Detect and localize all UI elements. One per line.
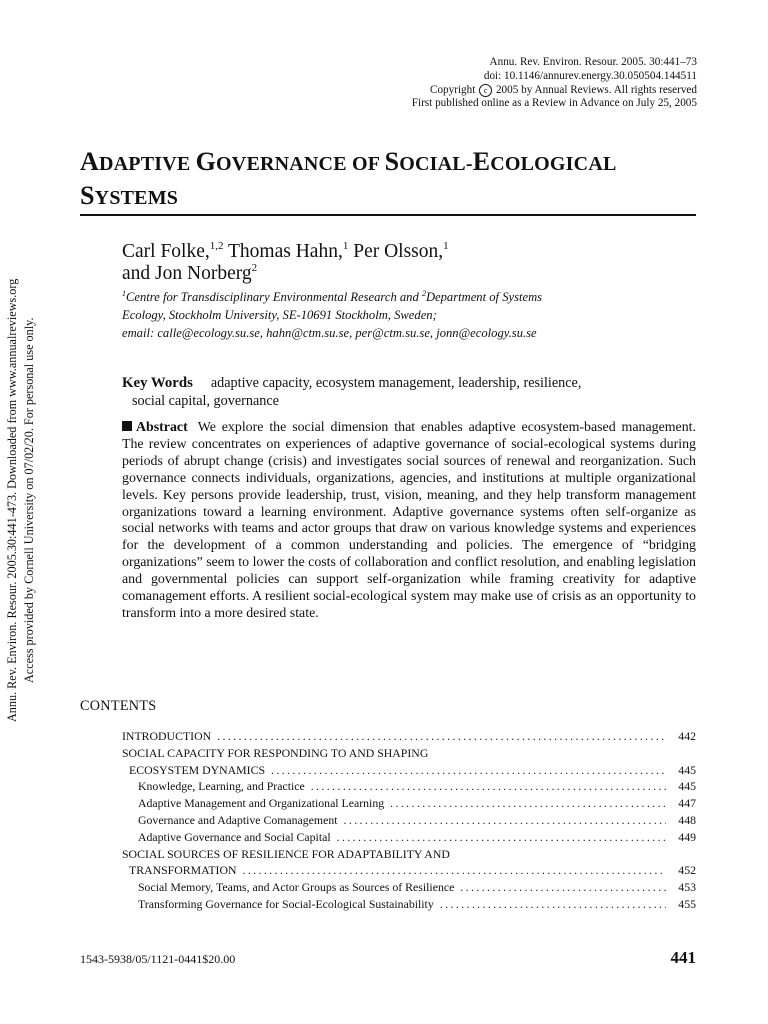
affil-text: Centre for Transdisciplinary Environmental Research and — [126, 290, 422, 304]
author-line-1 — [122, 241, 682, 263]
affiliations — [122, 288, 712, 343]
keywords-line-2: social capital, governance — [132, 392, 279, 409]
download-notice-line-1: Annu. Rev. Environ. Resour. 2005.30:441-473. Downloaded from www.annualreviews.org — [5, 278, 19, 722]
copyright-icon: c — [479, 84, 492, 97]
title-rule — [80, 214, 696, 216]
contents-heading: CONTENTS — [80, 698, 157, 714]
copyright-suffix: 2005 by Annual Reviews. All rights reserved — [495, 83, 697, 96]
toc-entry[interactable] — [122, 778, 696, 795]
toc-entry-title: Adaptive Governance and Social Capital — [138, 829, 331, 844]
title-smallcaps: DAPTIVE — [98, 153, 196, 175]
toc-leader — [460, 879, 666, 896]
toc-leader — [440, 896, 666, 913]
toc-entry-title: Adaptive Management and Organizational Learning — [138, 796, 385, 811]
toc-entry-title: TRANSFORMATION — [129, 863, 237, 878]
toc-entry-page: 449 — [678, 829, 696, 844]
toc-entry-title: INTRODUCTION — [122, 729, 212, 743]
toc-leader — [271, 762, 666, 779]
author-list — [122, 241, 682, 285]
toc-entry-page: 442 — [678, 729, 696, 743]
toc-entry-title: ECOSYSTEM DYNAMICS — [129, 762, 266, 777]
toc-entry-page: 453 — [678, 880, 696, 895]
download-notice-line-2: Access provided by Cornell University on 07/02/20. For personal use only. — [22, 317, 36, 683]
page-number: 441 — [670, 948, 696, 967]
title-smallcaps: OVERNANCE OF — [216, 153, 385, 175]
affil-sup: 1 — [122, 289, 126, 298]
email-line[interactable]: email: calle@ecology.su.se, hahn@ctm.su.se, per@ctm.su.se, jonn@ecology.su.se — [122, 326, 537, 341]
toc-leader — [344, 812, 667, 829]
author-affil-sup: 1,2 — [209, 240, 224, 252]
table-of-contents — [122, 728, 696, 913]
toc-entry[interactable] — [122, 795, 696, 812]
toc-entry-page: 448 — [678, 812, 696, 827]
affiliation-line-2: Ecology, Stockholm University, SE-10691 Stockholm, Sweden; — [122, 308, 437, 323]
title-cap: E — [472, 147, 491, 176]
affil-text: Department of Systems — [425, 290, 543, 304]
toc-entry[interactable] — [122, 728, 696, 745]
author-name: Thomas Hahn, — [223, 241, 343, 262]
toc-entry[interactable] — [122, 812, 696, 829]
author-name: and Jon Norberg — [122, 263, 252, 284]
keywords-line-1 — [122, 375, 692, 393]
toc-entry-title: Social Memory, Teams, and Actor Groups as Sources of Resilience — [138, 880, 455, 895]
toc-entry[interactable] — [122, 762, 696, 779]
toc-entry[interactable] — [122, 879, 696, 896]
toc-entry-title: Transforming Governance for Social-Ecological Sustainability — [138, 896, 434, 911]
title-smallcaps: OCIAL- — [399, 153, 473, 175]
toc-entry[interactable] — [122, 846, 696, 863]
keywords-label: Key Words — [122, 375, 193, 391]
title-smallcaps: COLOGICAL — [490, 153, 617, 175]
title-cap: A — [80, 147, 99, 176]
affiliation-line-1 — [122, 288, 712, 306]
keywords-block — [122, 375, 692, 410]
title-cap: S — [384, 147, 400, 176]
abstract-text: We explore the social dimension that enables adaptive ecosystem-based management. The review concentrates on experiences of adaptive governance of social-ecological systems during periods of abrupt change (crisis) and investigates social sources of renewal and reorganization. Such governance connects individuals, organizations, agencies, and institutions at multiple organizational levels. Key persons provide leadership, trust, vision, meaning, and they help transform management organizations toward a learning environment. Adaptive governance systems often self-organize as social networks with teams and actor groups that draw on various knowledge systems and experiences for the development of a common understanding and policies. The emergence of “bridging organizations” seem to lower the costs of collaboration and conflict resolution, and enabling legislation and governmental policies can support self-organization while framing creativity for adaptive comanagement efforts. A resilient social-ecological system may make use of crisis as an opportunity to transform into a more desired state. — [122, 420, 696, 621]
title-line-2 — [80, 180, 700, 214]
download-notice-sidebar — [4, 250, 38, 750]
title-smallcaps: YSTEMS — [94, 187, 179, 209]
first-published-line: First published online as a Review in Advance on July 25, 2005 — [411, 97, 697, 110]
author-affil-sup: 2 — [251, 262, 258, 274]
toc-leader — [311, 778, 666, 795]
title-cap: G — [195, 147, 217, 176]
copyright-prefix: Copyright — [429, 83, 476, 96]
journal-citation: Annu. Rev. Environ. Resour. 2005. 30:441–73 — [489, 56, 697, 68]
copyright-line — [277, 84, 697, 98]
title-cap: S — [80, 181, 95, 210]
toc-entry-page: 455 — [678, 896, 696, 911]
footer-code: 1543-5938/05/1121-0441$20.00 — [80, 952, 236, 966]
toc-entry[interactable] — [122, 862, 696, 879]
doi-line[interactable]: doi: 10.1146/annurev.energy.30.050504.144511 — [483, 69, 697, 82]
toc-entry-page: 452 — [678, 863, 696, 878]
square-bullet-icon — [122, 421, 132, 431]
toc-entry[interactable] — [122, 745, 696, 762]
author-name: Per Olsson, — [348, 241, 444, 262]
author-affil-sup: 1 — [443, 240, 449, 252]
toc-entry-title: SOCIAL SOURCES OF RESILIENCE FOR ADAPTABILITY AND — [122, 846, 450, 861]
toc-entry-page: 445 — [678, 779, 696, 794]
toc-entry[interactable] — [122, 829, 696, 846]
toc-entry-title: Governance and Adaptive Comanagement — [138, 812, 338, 827]
abstract-block — [122, 420, 696, 623]
affil-sup: 2 — [421, 289, 426, 298]
title-line-1 — [80, 146, 700, 180]
toc-entry-page: 445 — [678, 762, 696, 777]
keywords-text: adaptive capacity, ecosystem management, leadership, resilience, — [210, 375, 582, 391]
abstract-label: Abstract — [136, 420, 188, 435]
toc-leader — [390, 795, 666, 812]
toc-entry-title: Knowledge, Learning, and Practice — [138, 779, 305, 794]
toc-leader — [243, 862, 667, 879]
author-name: Carl Folke, — [122, 241, 210, 262]
toc-entry-page: 447 — [678, 796, 696, 811]
author-affil-sup: 1 — [342, 240, 349, 252]
toc-entry[interactable] — [122, 896, 696, 913]
toc-leader — [337, 829, 666, 846]
toc-entry-title: SOCIAL CAPACITY FOR RESPONDING TO AND SHAPING — [122, 745, 429, 760]
author-line-2 — [122, 263, 682, 285]
journal-header — [277, 56, 697, 111]
toc-leader — [217, 728, 666, 745]
article-title — [80, 146, 700, 214]
